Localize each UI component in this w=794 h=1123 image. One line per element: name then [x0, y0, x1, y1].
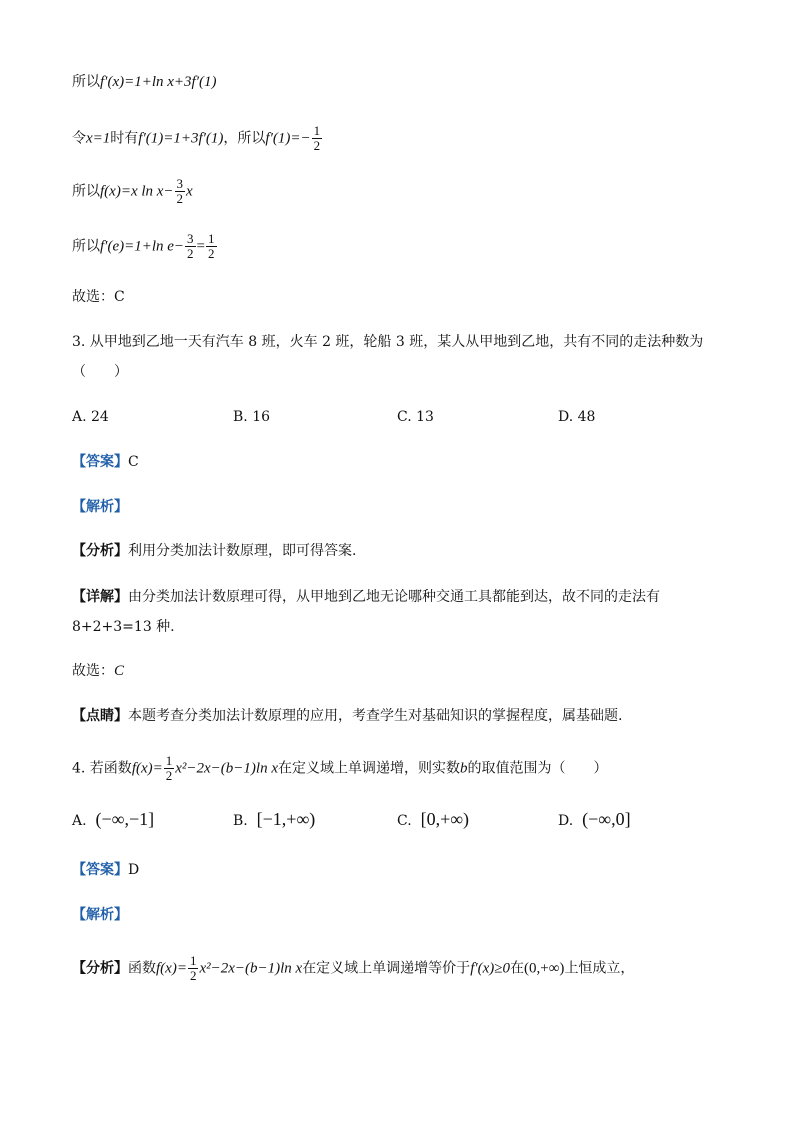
q3-choose: 故选：C [72, 663, 125, 679]
q4-option-c: C. [0,+∞) [397, 809, 470, 829]
choice-conclusion: 故选：C [72, 289, 125, 305]
q4-answer: 【答案】D [72, 862, 140, 878]
answer-tag: 【答案】 [72, 454, 128, 470]
fraction: $\frac{1}{2}$ [208, 231, 215, 261]
derivation-line-1: 所以f′(x)=1+ln x+3f′(1) [72, 74, 217, 90]
fraction: $\frac{3}{2}$ [176, 176, 184, 206]
question-4-stem: 4. 若函数f(x)= $\frac{1}{2}$ x²−2x−(b−1)ln x在定义域上单调递增，则实数b的取值范围为（ ） [72, 753, 608, 783]
derivation-line-4: 所以f′(e)=1+ln e− $\frac{3}{2}$ = $\frac{1}{2}$ [72, 231, 215, 261]
q3-option-c: C. 13 [397, 409, 434, 425]
q3-option-d: D. 48 [558, 409, 596, 425]
fraction: $\frac{1}{2}$ [189, 953, 197, 983]
q3-xiangjie: 【详解】由分类加法计数原理可得，从甲地到乙地无论哪种交通工具都能到达，故不同的走法有 [72, 589, 660, 605]
q3-xiangjie-cont: 8+2+3=13 种. [72, 619, 175, 635]
fraction: $\frac{1}{2}$ [165, 753, 173, 783]
analysis-tag: 【解析】 [72, 907, 128, 923]
question-3-stem: 3. 从甲地到乙地一天有汽车 8 班，火车 2 班，轮船 3 班，某人从甲地到乙地，共有不同的走法种数为 [72, 334, 704, 350]
q4-fenxi: 【分析】函数f(x)= $\frac{1}{2}$ x²−2x−(b−1)ln x在定义域上单调递增等价于f′(x)≥0在(0,+∞)上恒成立， [72, 953, 635, 983]
derivation-line-3: 所以f(x)=x ln x− $\frac{3}{2}$ x [72, 176, 193, 206]
q4-option-a: A. (−∞,−1] [72, 809, 155, 829]
question-3-paren: （ ） [72, 364, 128, 380]
fraction: $\frac{3}{2}$ [187, 231, 194, 261]
q3-option-b: B. 16 [233, 409, 271, 425]
q4-option-b: B. [−1,+∞) [233, 809, 316, 829]
q3-dianjing: 【点睛】本题考查分类加法计数原理的应用，考查学生对基础知识的掌握程度，属基础题. [72, 708, 623, 724]
q4-option-d: D. (−∞,0] [558, 809, 631, 829]
q3-analysis-heading [72, 497, 128, 517]
q3-option-a: A. 24 [72, 409, 109, 425]
derivation-line-2: 令x=1时有f′(1)=1+3f′(1)，所以f′(1)=− $\frac{1}{2}$ [72, 123, 321, 153]
analysis-tag: 【解析】 [72, 499, 128, 515]
q4-analysis-heading [72, 905, 128, 925]
answer-tag: 【答案】 [72, 862, 128, 878]
q3-answer: 【答案】C [72, 454, 139, 470]
q3-fenxi: 【分析】利用分类加法计数原理，即可得答案. [72, 543, 357, 559]
fraction: $\frac{1}{2}$ [313, 123, 321, 153]
formula: f′(x)=1+ln x+3f′(1) [100, 74, 217, 90]
